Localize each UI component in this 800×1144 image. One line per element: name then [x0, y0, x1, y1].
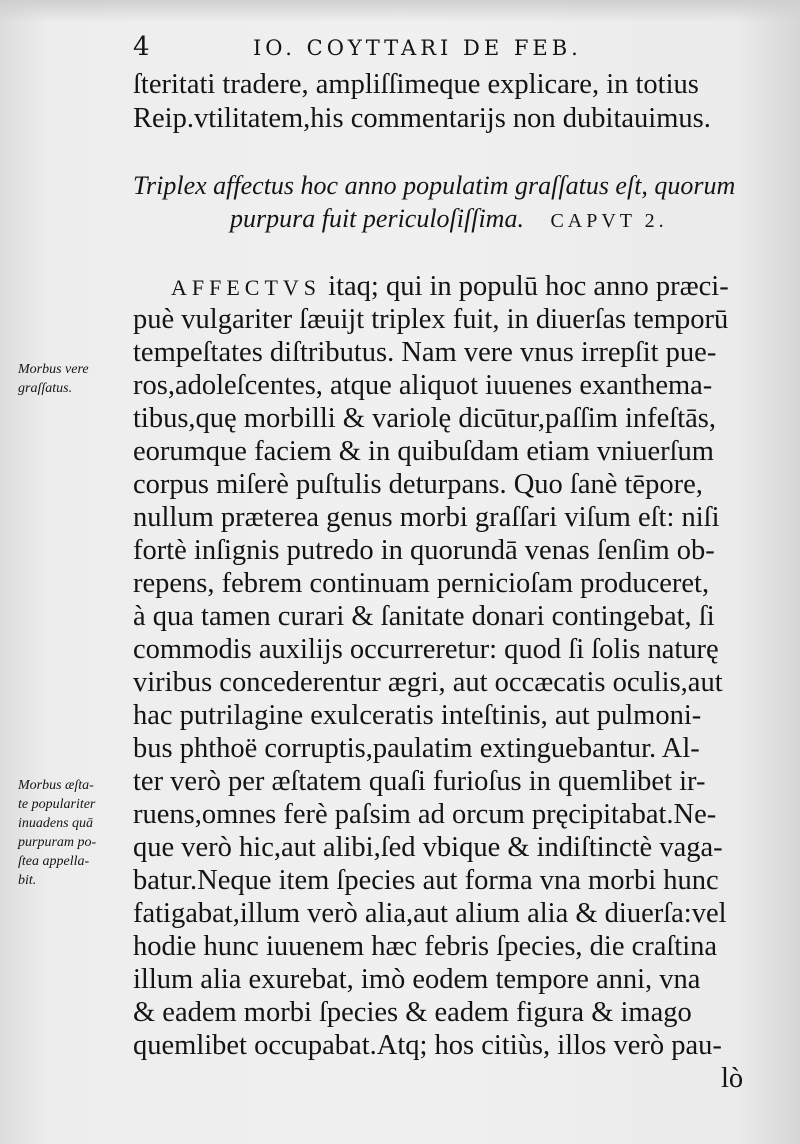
text-line: tempeſtates diſtributus. Nam vere vnus irrepſit pue- — [133, 337, 717, 368]
running-head: IO. COYTTARI DE FEB. — [253, 36, 582, 60]
text-line: puè vulgariter ſæuijt triplex fuit, in diuerſas temporū — [133, 304, 729, 335]
page-top-shadow — [0, 0, 800, 22]
page-header — [133, 30, 773, 64]
text-line: Reip.vtilitatem,his commentarijs non dubitauimus. — [133, 103, 711, 134]
margin-note-line: inuadens quā — [18, 816, 94, 831]
margin-note-line: purpuram po- — [18, 835, 97, 850]
margin-note-summer — [18, 776, 138, 890]
text-line: repens, febrem continuam pernicioſam produceret, — [133, 568, 710, 599]
text-line: ruens,omnes ferè paſsim ad orcum pręcipitabat.Ne- — [133, 799, 717, 830]
margin-note-line: Morbus æſta- — [18, 778, 94, 793]
catchword: lò — [721, 1063, 744, 1094]
caput-label: CAPVT 2. — [550, 210, 668, 232]
chapter-heading-text: purpura fuit periculoſiſſima. — [230, 204, 524, 233]
text-line: viribus concederentur ægri, aut occæcatis oculis,aut — [133, 667, 723, 698]
text-line: que verò hic,aut alibi,ſed vbique & indiſtinctè vaga- — [133, 832, 723, 863]
text-line: ſteritati tradere, ampliſſimeque explicare, in totius — [133, 69, 699, 100]
margin-note-spring — [18, 360, 138, 398]
first-line-text: itaq; qui in populū hoc anno præci- — [321, 271, 729, 302]
opening-word: AFFECTVS — [171, 275, 322, 300]
chapter-heading-line-2 — [230, 203, 668, 237]
margin-note-line: Morbus vere — [18, 362, 89, 377]
text-line: corpus miſerè puſtulis deturpans. Quo ſanè tēpore, — [133, 469, 703, 500]
text-line: eorumque faciem & in quibuſdam etiam vniuerſum — [133, 436, 714, 467]
text-line: à qua tamen curari & ſanitate donari contingebat, ſi — [133, 601, 715, 632]
text-line: illum alia exurebat, imò eodem tempore anni, vna — [133, 964, 701, 995]
text-line: quemlibet occupabat.Atq; hos citiùs, illos verò pau- — [133, 1030, 722, 1061]
text-line: fatigabat,illum verò alia,aut alium alia & diuerſa:vel — [133, 898, 727, 929]
text-line: ter verò per æſtatem quaſi furioſus in quemlibet ir- — [133, 766, 706, 797]
page-number: 4 — [133, 32, 150, 62]
text-line: commodis auxilijs occurreretur: quod ſi ſolis naturę — [133, 634, 719, 665]
text-line: hodie hunc iuuenem hæc febris ſpecies, die craſtina — [133, 931, 718, 962]
margin-note-line: graſſatus. — [18, 381, 73, 396]
text-line: nullum præterea genus morbi graſſari viſum eſt: niſi — [133, 502, 720, 533]
text-line: batur.Neque item ſpecies aut forma vna morbi hunc — [133, 865, 719, 896]
text-line: tibus,quę morbilli & variolę dicūtur,paſſim infeſtās, — [133, 403, 716, 434]
text-line: bus phthoë corruptis,paulatim extinguebantur. Al- — [133, 733, 700, 764]
chapter-heading-line-1: Triplex affectus hoc anno populatim graſſatus eſt, quorum — [133, 171, 736, 200]
text-line: & eadem morbi ſpecies & eadem figura & imago — [133, 997, 692, 1028]
margin-note-line: te populariter — [18, 797, 96, 812]
first-text-line — [171, 270, 729, 304]
text-line: hac putrilagine exulceratis inteſtinis, aut pulmoni- — [133, 700, 702, 731]
text-line: fortè inſignis putredo in quorundā venas ſenſim ob- — [133, 535, 715, 566]
margin-note-line: bit. — [18, 873, 37, 888]
margin-note-line: ſtea appella- — [18, 854, 90, 869]
text-line: ros,adoleſcentes, atque aliquot iuuenes exanthema- — [133, 370, 713, 401]
